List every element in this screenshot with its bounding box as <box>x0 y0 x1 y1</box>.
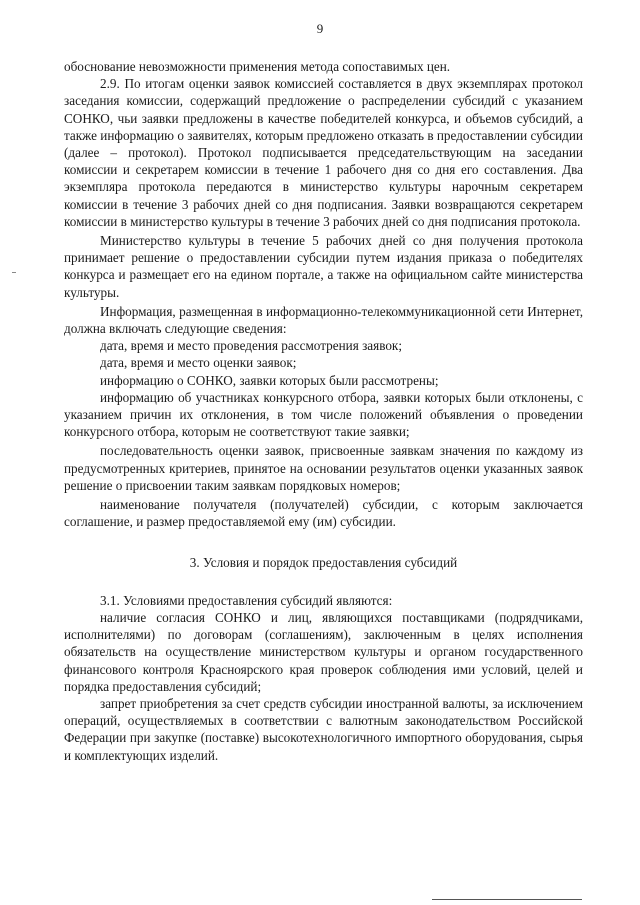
paragraph: Информация, размещенная в информационно-телекоммуникационной сети Интернет, должна включать следующие сведения: <box>64 303 583 337</box>
list-item: информацию о СОНКО, заявки которых были рассмотрены; <box>100 372 439 388</box>
list-item: наименование получателя (получателей) субсидии, с которым заключается соглашение, и размер предоставляемой ему (им) субсидии. <box>64 497 583 530</box>
paragraph: Министерство культуры в течение 5 рабочих дней со дня получения протокола принимает решение о предоставлении субсидии путем издания приказа о победителях конкурса и размещает его на едином портале, а также на официальном сайте министерства культуры. <box>64 233 583 300</box>
page-number: 9 <box>316 21 324 36</box>
paragraph: 3.1. Условиями предоставления субсидий являются: <box>100 592 393 608</box>
list-item: информацию об участниках конкурсного отбора, заявки которых были отклонены, с указанием причин их отклонения, в том числе положений объявления о проведении конкурсного отбора, которым не соответствуют такие заявки; <box>64 389 583 440</box>
section-heading: 3. Условия и порядок предоставления субсидий <box>189 555 458 571</box>
document-body <box>64 58 583 764</box>
list-item: дата, время и место оценки заявок; <box>100 355 297 371</box>
paragraph: обоснование невозможности применения метода сопоставимых цен. <box>64 59 451 74</box>
list-item: последовательность оценки заявок, присвоенные заявкам значения по каждому из предусмотренных критериев, принятое на основании результатов оценки указанных заявок решение о присвоении таким заявкам порядковых номеров; <box>64 443 583 493</box>
paragraph: запрет приобретения за счет средств субсидии иностранной валюты, за исключением операций, осуществляемых в соответствии с валютным законодательством Российской Федерации при закупке (поставке) высокотехнологичного импортного оборудования, сырья и комплектующих изделий. <box>64 695 583 763</box>
margin-mark <box>12 272 16 273</box>
footer-rule <box>432 899 582 900</box>
paragraph: 2.9. По итогам оценки заявок комиссией составляется в двух экземплярах протокол заседания комиссии, содержащий предложение о распределении субсидий с указанием СОНКО, чьи заявки предложены в качестве победителей конкурса, и объемов субсидий, а также информацию о заявителях, которым предложено отказать в предоставлении субсидии (далее – протокол). Протокол подписывается председательствующим на заседании комиссии и секретарем комиссии в течение 1 рабочего дня со дня его составления. Два экземпляра протокола передаются в министерство культуры нарочным секретарем комиссии в течение 3 рабочих дней со дня подписания. Заявки возвращаются секретарем комиссии в министерство культуры в течение 3 рабочих дней со дня подписания протокола. <box>64 76 583 229</box>
list-item: дата, время и место проведения рассмотрения заявок; <box>100 338 402 354</box>
paragraph: наличие согласия СОНКО и лиц, являющихся поставщиками (подрядчиками, исполнителями) по договорам (соглашениям), заключенным в целях исполнения обязательств на осуществление министерством культуры и органом государственного финансового контроля Красноярского края проверок соблюдения ими условий, целей и порядка предоставления субсидий; <box>64 609 583 694</box>
